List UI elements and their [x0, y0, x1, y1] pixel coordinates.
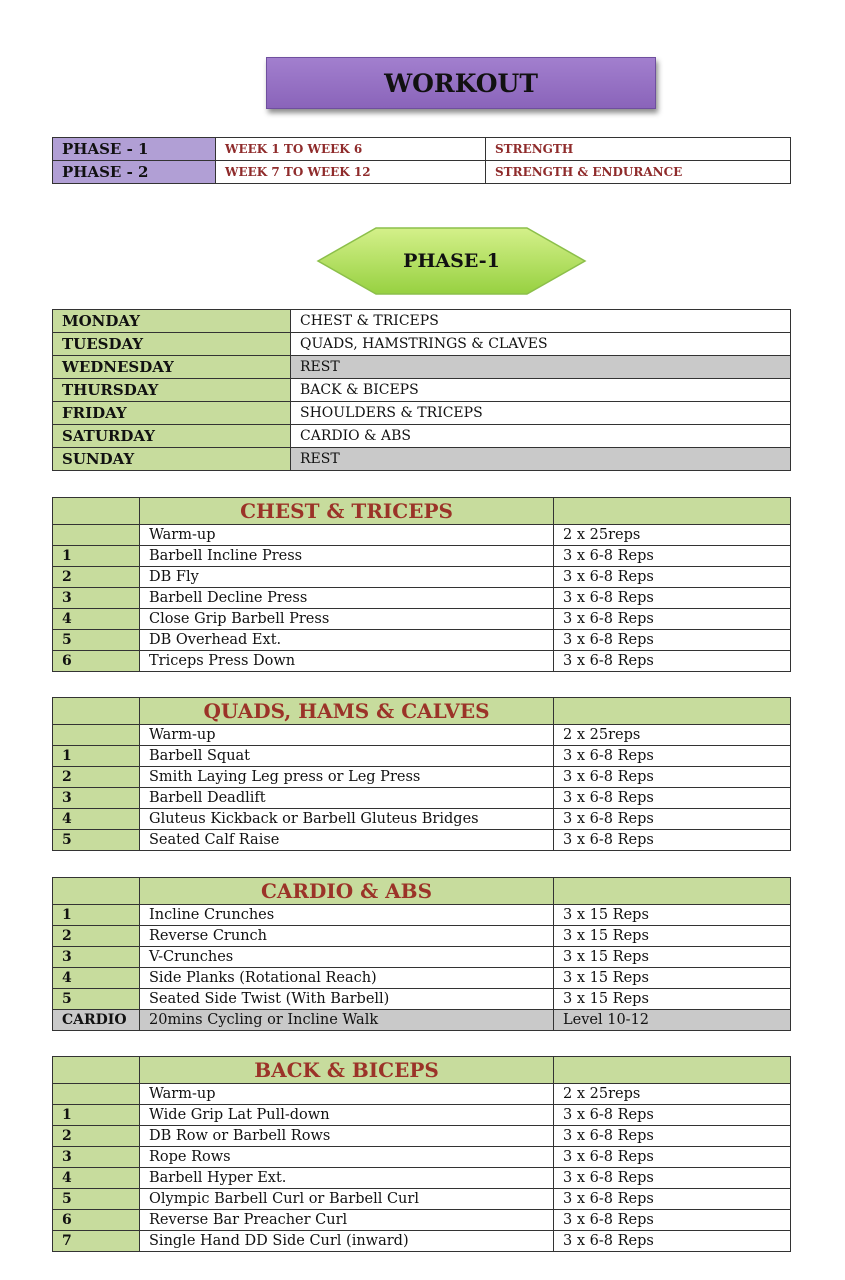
cardio-row: [53, 1010, 791, 1031]
row-number: 6: [53, 1210, 140, 1231]
exercise-sets: 3 x 6-8 Reps: [554, 588, 791, 609]
row-number: 2: [53, 767, 140, 788]
exercise-name: Barbell Incline Press: [140, 546, 554, 567]
exercise-sets: 3 x 6-8 Reps: [554, 567, 791, 588]
day-label: THURSDAY: [53, 379, 291, 402]
workout-title: WORKOUT: [266, 57, 656, 109]
header-blank-cell: [554, 498, 791, 525]
row-number: 2: [53, 567, 140, 588]
table-row: [53, 630, 791, 651]
exercise-name: Rope Rows: [140, 1147, 554, 1168]
schedule-row: [53, 402, 791, 425]
table-row: [53, 546, 791, 567]
table-row: [53, 1189, 791, 1210]
back-biceps-table: [52, 1056, 791, 1252]
exercise-name: Incline Crunches: [140, 905, 554, 926]
exercise-sets: 3 x 6-8 Reps: [554, 1231, 791, 1252]
table-header-row: [53, 698, 791, 725]
table-row: [53, 989, 791, 1010]
exercise-sets: 3 x 6-8 Reps: [554, 788, 791, 809]
table-header-row: [53, 878, 791, 905]
exercise-name: Warm-up: [140, 725, 554, 746]
row-number: 1: [53, 905, 140, 926]
table-row: [53, 1084, 791, 1105]
exercise-name: Gluteus Kickback or Barbell Gluteus Bridges: [140, 809, 554, 830]
chest-triceps-table: [52, 497, 791, 672]
exercise-sets: 2 x 25reps: [554, 1084, 791, 1105]
table-row: [53, 767, 791, 788]
row-number: 1: [53, 1105, 140, 1126]
day-label: FRIDAY: [53, 402, 291, 425]
schedule-row: [53, 356, 791, 379]
exercise-sets: 3 x 15 Reps: [554, 968, 791, 989]
day-workout: CARDIO & ABS: [291, 425, 791, 448]
row-number: [53, 725, 140, 746]
header-blank-cell: [53, 1057, 140, 1084]
phase-row: [53, 161, 791, 184]
schedule-row: [53, 379, 791, 402]
quads-hams-calves-table: [52, 697, 791, 851]
table-row: [53, 1168, 791, 1189]
table-row: [53, 588, 791, 609]
exercise-sets: 2 x 25reps: [554, 725, 791, 746]
exercise-name: Single Hand DD Side Curl (inward): [140, 1231, 554, 1252]
table-row: [53, 1210, 791, 1231]
table-header-row: [53, 1057, 791, 1084]
phase-row: [53, 138, 791, 161]
row-number: 5: [53, 630, 140, 651]
exercise-sets: 3 x 6-8 Reps: [554, 1210, 791, 1231]
row-number: 1: [53, 746, 140, 767]
row-number: 5: [53, 830, 140, 851]
row-number: 4: [53, 968, 140, 989]
phase-banner-label: PHASE-1: [403, 250, 500, 272]
phase-name: PHASE - 1: [53, 138, 216, 161]
table-row: [53, 1126, 791, 1147]
table-row: [53, 725, 791, 746]
phase-weeks: WEEK 7 TO WEEK 12: [216, 161, 486, 184]
row-number: 4: [53, 609, 140, 630]
exercise-name: Barbell Hyper Ext.: [140, 1168, 554, 1189]
row-number: 2: [53, 926, 140, 947]
phase-focus: STRENGTH: [486, 138, 791, 161]
exercise-sets: 3 x 15 Reps: [554, 926, 791, 947]
day-label: SUNDAY: [53, 448, 291, 471]
exercise-name: DB Row or Barbell Rows: [140, 1126, 554, 1147]
table-row: [53, 567, 791, 588]
header-blank-cell: [554, 878, 791, 905]
table-row: [53, 926, 791, 947]
exercise-sets: 3 x 15 Reps: [554, 905, 791, 926]
row-number: 3: [53, 947, 140, 968]
row-number: [53, 525, 140, 546]
phase-banner: [316, 226, 587, 296]
exercise-name: V-Crunches: [140, 947, 554, 968]
table-row: [53, 947, 791, 968]
phase-overview-table: [52, 137, 791, 184]
day-workout: CHEST & TRICEPS: [291, 310, 791, 333]
row-number: 5: [53, 989, 140, 1010]
row-number: 3: [53, 788, 140, 809]
exercise-name: Reverse Crunch: [140, 926, 554, 947]
row-number: 4: [53, 1168, 140, 1189]
table-row: [53, 968, 791, 989]
exercise-name: DB Fly: [140, 567, 554, 588]
header-blank-cell: [53, 698, 140, 725]
exercise-sets: 3 x 6-8 Reps: [554, 651, 791, 672]
day-label: SATURDAY: [53, 425, 291, 448]
day-label: TUESDAY: [53, 333, 291, 356]
table-row: [53, 746, 791, 767]
schedule-row: [53, 425, 791, 448]
row-number: CARDIO: [53, 1010, 140, 1031]
header-blank-cell: [554, 1057, 791, 1084]
section-title: QUADS, HAMS & CALVES: [140, 698, 554, 725]
cardio-abs-table: [52, 877, 791, 1031]
section-title: CHEST & TRICEPS: [140, 498, 554, 525]
exercise-name: Seated Calf Raise: [140, 830, 554, 851]
exercise-sets: 3 x 6-8 Reps: [554, 809, 791, 830]
exercise-sets: 3 x 6-8 Reps: [554, 1105, 791, 1126]
exercise-sets: 2 x 25reps: [554, 525, 791, 546]
exercise-name: Seated Side Twist (With Barbell): [140, 989, 554, 1010]
table-row: [53, 788, 791, 809]
row-number: 2: [53, 1126, 140, 1147]
day-workout: QUADS, HAMSTRINGS & CLAVES: [291, 333, 791, 356]
exercise-name: Triceps Press Down: [140, 651, 554, 672]
day-label: MONDAY: [53, 310, 291, 333]
exercise-sets: 3 x 6-8 Reps: [554, 746, 791, 767]
table-row: [53, 905, 791, 926]
header-blank-cell: [53, 878, 140, 905]
row-number: 6: [53, 651, 140, 672]
table-row: [53, 651, 791, 672]
exercise-sets: 3 x 6-8 Reps: [554, 630, 791, 651]
row-number: 3: [53, 588, 140, 609]
section-title: BACK & BICEPS: [140, 1057, 554, 1084]
section-title: CARDIO & ABS: [140, 878, 554, 905]
exercise-sets: 3 x 6-8 Reps: [554, 609, 791, 630]
exercise-name: Barbell Squat: [140, 746, 554, 767]
day-workout: SHOULDERS & TRICEPS: [291, 402, 791, 425]
phase-focus: STRENGTH & ENDURANCE: [486, 161, 791, 184]
header-blank-cell: [53, 498, 140, 525]
exercise-name: Close Grip Barbell Press: [140, 609, 554, 630]
row-number: [53, 1084, 140, 1105]
table-row: [53, 830, 791, 851]
table-row: [53, 1105, 791, 1126]
exercise-name: DB Overhead Ext.: [140, 630, 554, 651]
exercise-name: Reverse Bar Preacher Curl: [140, 1210, 554, 1231]
exercise-sets: Level 10-12: [554, 1010, 791, 1031]
exercise-name: Olympic Barbell Curl or Barbell Curl: [140, 1189, 554, 1210]
exercise-name: 20mins Cycling or Incline Walk: [140, 1010, 554, 1031]
day-workout: BACK & BICEPS: [291, 379, 791, 402]
schedule-row: [53, 448, 791, 471]
exercise-sets: 3 x 6-8 Reps: [554, 1168, 791, 1189]
day-workout: REST: [291, 448, 791, 471]
row-number: 7: [53, 1231, 140, 1252]
exercise-sets: 3 x 6-8 Reps: [554, 1126, 791, 1147]
schedule-row: [53, 310, 791, 333]
exercise-name: Side Planks (Rotational Reach): [140, 968, 554, 989]
exercise-sets: 3 x 6-8 Reps: [554, 1147, 791, 1168]
exercise-sets: 3 x 15 Reps: [554, 989, 791, 1010]
phase-name: PHASE - 2: [53, 161, 216, 184]
exercise-name: Warm-up: [140, 1084, 554, 1105]
exercise-sets: 3 x 15 Reps: [554, 947, 791, 968]
row-number: 5: [53, 1189, 140, 1210]
table-row: [53, 525, 791, 546]
exercise-name: Wide Grip Lat Pull-down: [140, 1105, 554, 1126]
exercise-name: Barbell Decline Press: [140, 588, 554, 609]
exercise-name: Warm-up: [140, 525, 554, 546]
table-row: [53, 609, 791, 630]
table-header-row: [53, 498, 791, 525]
phase-weeks: WEEK 1 TO WEEK 6: [216, 138, 486, 161]
exercise-name: Barbell Deadlift: [140, 788, 554, 809]
row-number: 3: [53, 1147, 140, 1168]
schedule-row: [53, 333, 791, 356]
table-row: [53, 1147, 791, 1168]
header-blank-cell: [554, 698, 791, 725]
exercise-sets: 3 x 6-8 Reps: [554, 830, 791, 851]
table-row: [53, 809, 791, 830]
day-workout: REST: [291, 356, 791, 379]
exercise-sets: 3 x 6-8 Reps: [554, 546, 791, 567]
row-number: 1: [53, 546, 140, 567]
row-number: 4: [53, 809, 140, 830]
table-row: [53, 1231, 791, 1252]
exercise-sets: 3 x 6-8 Reps: [554, 1189, 791, 1210]
exercise-sets: 3 x 6-8 Reps: [554, 767, 791, 788]
weekly-schedule-table: [52, 309, 791, 471]
day-label: WEDNESDAY: [53, 356, 291, 379]
exercise-name: Smith Laying Leg press or Leg Press: [140, 767, 554, 788]
